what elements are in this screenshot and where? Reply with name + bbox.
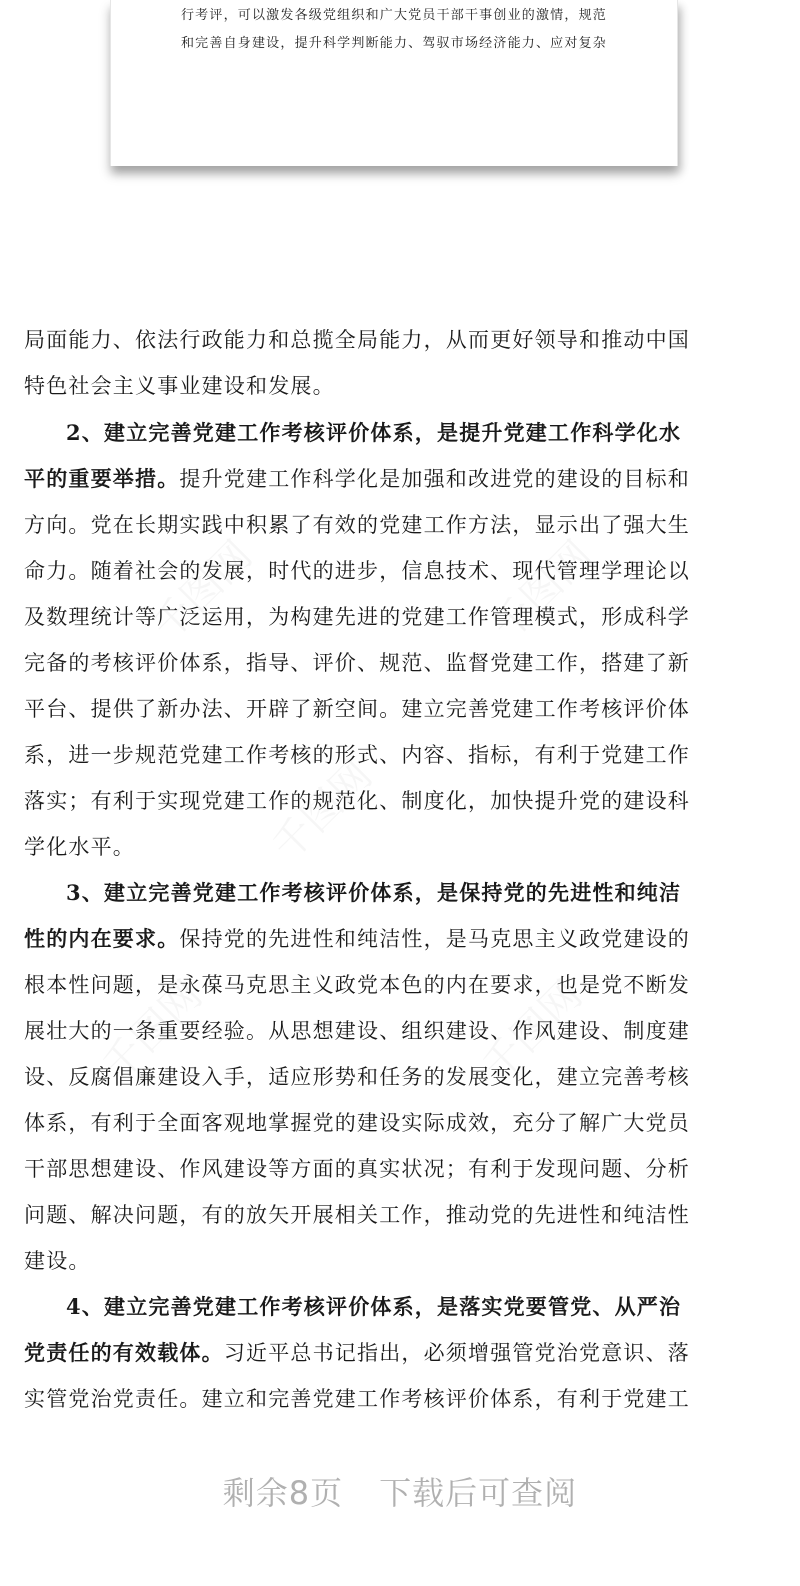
paragraph-line: 系，进一步规范党建工作考核的形式、内容、指标，有利于党建工作 (24, 743, 690, 767)
paragraph-line: 命力。随着社会的发展，时代的进步，信息技术、现代管理学理论以 (24, 559, 690, 583)
paragraph-line: 局面能力、依法行政能力和总揽全局能力，从而更好领导和推动中国 (24, 328, 690, 352)
paragraph-line: 学化水平。 (24, 835, 135, 859)
paragraph-heading: 4、建立完善党建工作考核评价体系，是落实党要管党、从严治 (66, 1294, 682, 1319)
paragraph-line: 特色社会主义事业建设和发展。 (24, 374, 335, 398)
paragraph-line: 问题、解决问题，有的放矢开展相关工作，推动党的先进性和纯洁性 (24, 1203, 690, 1227)
watermark: 千图网 (473, 972, 592, 1090)
remaining-pages-notice (0, 1468, 800, 1514)
watermark: 千图网 (263, 752, 382, 870)
paragraph-line: 落实；有利于实现党建工作的规范化、制度化，加快提升党的建设科 (24, 789, 690, 813)
paragraph-text: 提升党建工作科学化是加强和改进党的建设的目标和 (179, 467, 691, 491)
paragraph-line: 建设。 (24, 1249, 91, 1273)
paragraph-line: 干部思想建设、作风建设等方面的真实状况；有利于发现问题、分析 (24, 1157, 690, 1181)
card-text-line: 和完善自身建设，提升科学判断能力、驾驭市场经济能力、应对复杂 (180, 36, 607, 51)
paragraph-text: 保持党的先进性和纯洁性，是马克思主义政党建设的 (179, 927, 691, 951)
download-hint-label: 下载后可查阅 (379, 1474, 578, 1512)
preview-card-top (110, 0, 678, 166)
paragraph-line (24, 464, 768, 494)
paragraph-line: 完备的考核评价体系，指导、评价、规范、监督党建工作，搭建了新 (24, 651, 690, 675)
paragraph-line (24, 924, 768, 954)
paragraph-heading-end: 性的内在要求。 (24, 926, 180, 951)
paragraph-line: 展壮大的一条重要经验。从思想建设、组织建设、作风建设、制度建 (24, 1019, 690, 1043)
card-text-line: 行考评，可以激发各级党组织和广大党员干部干事创业的激情，规范 (180, 8, 607, 23)
paragraph-line: 设、反腐倡廉建设入手，适应形势和任务的发展变化，建立完善考核 (24, 1065, 690, 1089)
watermark: 千图网 (483, 532, 602, 650)
remaining-pages-label: 剩余8页 (222, 1474, 344, 1512)
paragraph-line: 方向。党在长期实践中积累了有效的党建工作方法，显示出了强大生 (24, 513, 690, 537)
paragraph-heading: 3、建立完善党建工作考核评价体系，是保持党的先进性和纯洁 (66, 880, 682, 905)
paragraph-line (24, 1338, 768, 1368)
watermark: 千图网 (143, 532, 262, 650)
paragraph-line: 实管党治党责任。建立和完善党建工作考核评价体系，有利于党建工 (24, 1387, 690, 1411)
paragraph-heading-end: 平的重要举措。 (24, 466, 180, 491)
paragraph-line: 平台、提供了新办法、开辟了新空间。建立完善党建工作考核评价体 (24, 697, 690, 721)
paragraph-line: 及数理统计等广泛运用，为构建先进的党建工作管理模式，形成科学 (24, 605, 690, 629)
watermark: 千图网 (93, 972, 212, 1090)
paragraph-heading: 2、建立完善党建工作考核评价体系，是提升党建工作科学化水 (66, 420, 682, 445)
paragraph-line: 根本性问题，是永葆马克思主义政党本色的内在要求，也是党不断发 (24, 973, 690, 997)
paragraph-line: 体系，有利于全面客观地掌握党的建设实际成效，充分了解广大党员 (24, 1111, 690, 1135)
paragraph-heading-end: 党责任的有效载体。 (24, 1340, 224, 1365)
paragraph-text: 习近平总书记指出，必须增强管党治党意识、落 (223, 1341, 691, 1365)
